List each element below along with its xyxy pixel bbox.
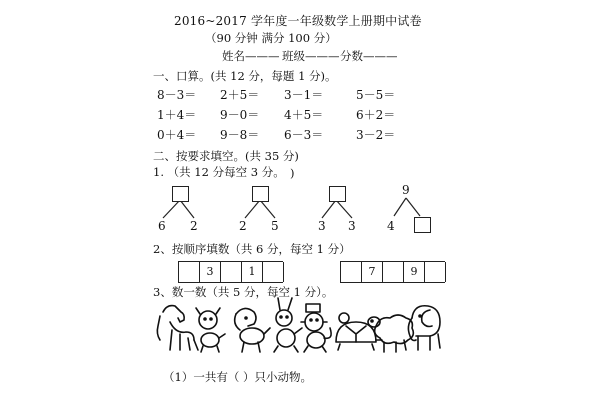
dog-icon (235, 308, 270, 352)
tree-left-number: 3 (318, 219, 326, 233)
equation: 3－2＝ (356, 128, 396, 142)
q1-label: 1. （共 12 分每空 3 分。 (153, 165, 285, 179)
tree-right-number: 3 (348, 219, 356, 233)
equation: 3－1＝ (284, 88, 324, 102)
section2-heading: 二、按要求填空。(共 35 分) (153, 149, 299, 163)
equation: 0＋4＝ (157, 128, 197, 142)
tree-left-number: 6 (158, 219, 166, 233)
sequence-cell: 7 (362, 262, 383, 282)
field-class: 班级——— (282, 49, 340, 63)
equation: 2＋5＝ (220, 88, 260, 102)
q3-label: 3、数一数（共 5 分，每空 1 分）。 (153, 285, 334, 299)
equation: 9－0＝ (220, 108, 260, 122)
equation: 9－8＝ (220, 128, 260, 142)
section1-heading: 一、口算。(共 12 分，每题 1 分)。 (153, 69, 337, 83)
tree-top-number: 9 (402, 183, 410, 197)
dog-icon (196, 308, 225, 352)
equation: 5－5＝ (356, 88, 396, 102)
tree-right-number: 5 (271, 219, 279, 233)
tree-left-number: 4 (387, 219, 395, 233)
horse-icon (157, 306, 198, 350)
equation: 6＋2＝ (356, 108, 396, 122)
equation: 1＋4＝ (157, 108, 197, 122)
q1-trailing-paren: ) (290, 166, 295, 180)
sequence-cell: 3 (200, 262, 221, 282)
exam-title: 2016~2017 学年度一年级数学上册期中试卷 (174, 14, 422, 28)
sequence-cell: 1 (242, 262, 263, 282)
monkey-icon (301, 304, 331, 352)
equation: 4＋5＝ (284, 108, 324, 122)
field-score: 分数——— (340, 49, 398, 63)
equation: 6－3＝ (284, 128, 324, 142)
elephant-icon (408, 306, 440, 350)
equation: 8－3＝ (157, 88, 197, 102)
tree-right-number: 2 (190, 219, 198, 233)
sheep-icon (368, 315, 413, 352)
rabbit-icon (274, 298, 302, 352)
sequence-cell: 9 (404, 262, 425, 282)
exam-subtitle: （90 分钟 满分 100 分） (205, 31, 337, 45)
q3-sub1: （1）一共有（ ）只小动物。 (163, 370, 312, 384)
field-name: 姓名——— (222, 49, 280, 63)
q2-label: 2、按顺序填数（共 6 分，每空 1 分） (153, 242, 351, 256)
tree-left-number: 2 (239, 219, 247, 233)
